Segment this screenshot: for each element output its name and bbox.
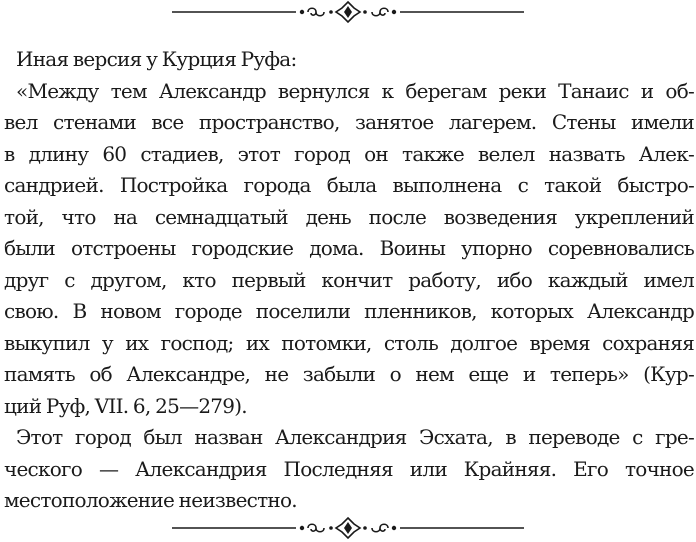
closing-line: ческого — Александрия Последняя или Крайняя. Его точное — [4, 456, 694, 481]
bottom-ornament — [0, 516, 696, 540]
top-ornament — [0, 0, 696, 24]
quote-line: в длину 60 стадиев, этот город он также велел назвать Алек- — [4, 141, 694, 166]
quote-line: были отстроены городские дома. Воины упорно соревновались — [4, 236, 694, 260]
page-body — [0, 44, 696, 517]
lead-paragraph: Иная версия у Курция Руфа: — [16, 47, 297, 71]
quote-line: сандрией. Постройка города была выполнена с такой быстро- — [4, 173, 694, 197]
quote-line: выкупил у их господ; их потомки, столь долгое время сохраняя — [4, 330, 694, 355]
quote-line: свою. В новом городе поселили пленников, которых Александр — [4, 299, 694, 323]
closing-line: Этот город был назван Александрия Эсхата, в переводе с гре- — [16, 425, 694, 449]
decorative-divider-icon — [0, 0, 696, 24]
quote-line: друг с другом, кто первый кончит работу, ибо каждый имел — [4, 267, 694, 292]
quote-line: «Между тем Александр вернулся к берегам реки Танаис и об- — [16, 78, 694, 103]
quote-line: ций Руф, VII. 6, 25—279). — [4, 393, 247, 418]
closing-line: местоположение неизвестно. — [4, 488, 297, 512]
quote-line: той, что на семнадцатый день после возведения укреплений — [4, 204, 694, 229]
quote-line: вел стенами все пространство, занятое лагерем. Стены имели — [4, 110, 694, 134]
closing-paragraph — [4, 422, 694, 517]
quote-paragraph — [4, 76, 694, 423]
quote-line: память об Александре, не забыли о нем еще и теперь» (Кур- — [4, 362, 694, 386]
decorative-divider-icon — [0, 516, 696, 540]
